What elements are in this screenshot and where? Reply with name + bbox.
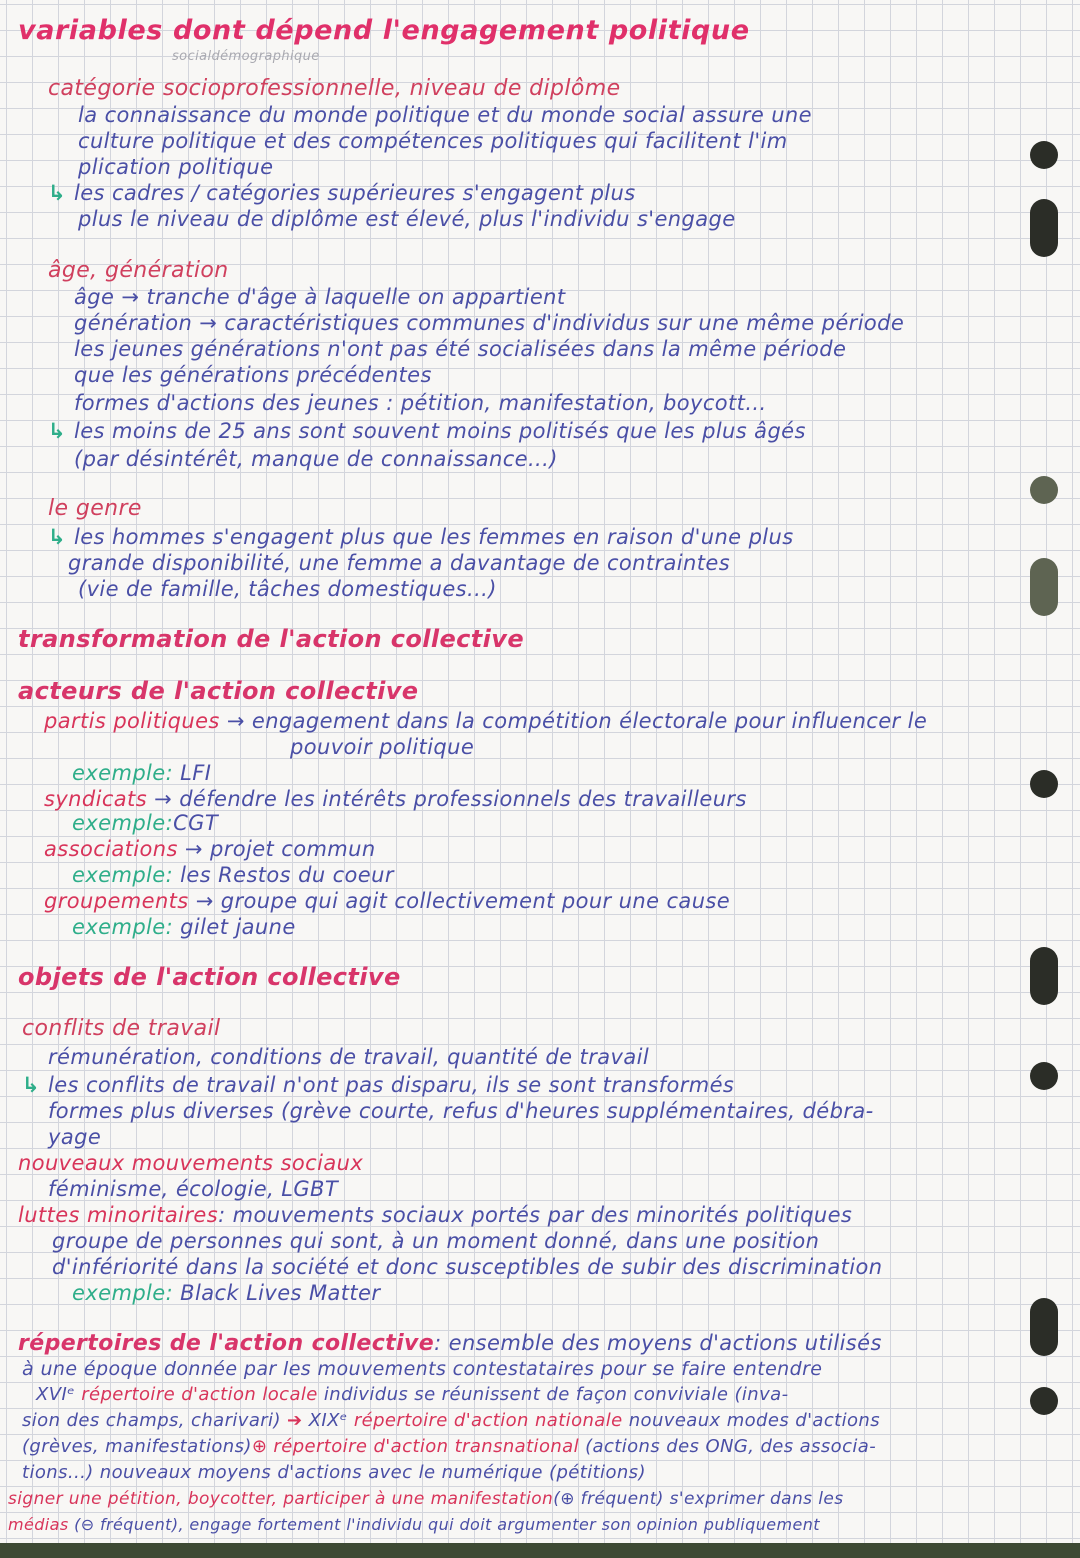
text-line: les jeunes générations n'ont pas été socialisées dans la même période: [74, 337, 847, 361]
text-line: féminisme, écologie, LGBT: [48, 1177, 339, 1201]
section-heading-transformation: transformation de l'action collective: [18, 625, 525, 653]
section-heading-csp: catégorie socioprofessionnelle, niveau de diplôme: [48, 76, 621, 101]
section-heading-age: âge, génération: [48, 258, 229, 283]
example-line: exemple:CGT: [72, 811, 219, 835]
acteur-item-syndicats: syndicats → défendre les intérêts professionnels des travailleurs: [44, 787, 747, 811]
subheading-conflits: conflits de travail: [22, 1016, 221, 1041]
text-line: que les générations précédentes: [74, 363, 432, 387]
section-heading-genre: le genre: [48, 496, 142, 521]
text-line: la connaissance du monde politique et du monde social assure une: [78, 103, 812, 127]
section-heading-acteurs: acteurs de l'action collective: [18, 677, 419, 705]
plus-circle-icon: ⊕: [251, 1436, 268, 1457]
text-line: à une époque donnée par les mouvements contestataires pour se faire entendre: [22, 1358, 823, 1380]
bullet-arrow-icon: ↳: [48, 419, 66, 443]
text-line: génération → caractéristiques communes d'individus sur une même période: [74, 311, 905, 335]
text-line: pouvoir politique: [290, 735, 475, 759]
example-line: exemple: les Restos du coeur: [72, 863, 394, 887]
example-line: exemple: LFI: [72, 761, 212, 785]
text-line: tions...) nouveaux moyens d'actions avec le numérique (pétitions): [22, 1462, 646, 1483]
binder-hole: [1030, 558, 1058, 616]
acteur-item-groupements: groupements → groupe qui agit collectivement pour une cause: [44, 889, 731, 913]
text-line: rémunération, conditions de travail, quantité de travail: [48, 1045, 650, 1069]
example-line: exemple: Black Lives Matter: [72, 1281, 381, 1305]
binder-hole: [1030, 947, 1058, 1005]
text-line: grande disponibilité, une femme a davantage de contraintes: [68, 551, 731, 575]
text-line: groupe de personnes qui sont, à un moment donné, dans une position: [52, 1229, 820, 1253]
section-heading-objets: objets de l'action collective: [18, 963, 401, 991]
repertoire-line: XVIᵉ répertoire d'action locale individus se réunissent de façon conviviale (inva-: [36, 1384, 789, 1405]
acteur-item-associations: associations → projet commun: [44, 837, 376, 861]
text-line: d'infériorité dans la société et donc susceptibles de subir des discrimination: [52, 1255, 883, 1279]
repertoire-line: médias (⊖ fréquent), engage fortement l'individu qui doit argumenter son opinion publiquement: [8, 1515, 820, 1534]
binder-hole: [1030, 770, 1058, 798]
bullet-arrow-icon: ↳: [48, 181, 66, 205]
text-line: formes plus diverses (grève courte, refus d'heures supplémentaires, débra-: [48, 1099, 874, 1123]
title-annotation: socialdémographique: [172, 49, 320, 64]
binder-hole: [1030, 141, 1058, 169]
binder-hole: [1030, 1387, 1058, 1415]
binder-hole: [1030, 199, 1058, 257]
text-line: culture politique et des compétences politiques qui facilitent l'im: [78, 129, 788, 153]
binder-hole: [1030, 476, 1058, 504]
acteur-item-partis: partis politiques → engagement dans la compétition électorale pour influencer le: [44, 709, 928, 733]
repertoire-line: signer une pétition, boycotter, participer à une manifestation(⊕ fréquent) s'exprimer dans les: [8, 1489, 844, 1509]
text-line: (par désintérêt, manque de connaissance...): [74, 447, 558, 471]
bullet-line: ↳ les hommes s'engagent plus que les femmes en raison d'une plus: [48, 525, 794, 549]
binder-hole: [1030, 1298, 1058, 1356]
bullet-line: ↳ les moins de 25 ans sont souvent moins politisés que les plus âgés: [48, 419, 806, 443]
repertoires-line: répertoires de l'action collective: ensemble des moyens d'actions utilisés: [18, 1331, 882, 1356]
luttes-line: luttes minoritaires: mouvements sociaux portés par des minorités politiques: [18, 1203, 853, 1227]
repertoire-line: (grèves, manifestations)⊕ répertoire d'action transnational (actions des ONG, des associa-: [22, 1436, 877, 1457]
text-line: âge → tranche d'âge à laquelle on appartient: [74, 285, 566, 309]
bullet-line: ↳ les cadres / catégories supérieures s'engagent plus: [48, 181, 636, 205]
text-line: (vie de famille, tâches domestiques...): [78, 577, 497, 601]
subheading-nms: nouveaux mouvements sociaux: [18, 1151, 364, 1175]
bullet-line: ↳ les conflits de travail n'ont pas disparu, ils se sont transformés: [22, 1073, 735, 1097]
text-line: formes d'actions des jeunes : pétition, manifestation, boycott...: [74, 391, 767, 415]
text-line: plication politique: [78, 155, 274, 179]
binder-hole: [1030, 1062, 1058, 1090]
bullet-arrow-icon: ↳: [22, 1073, 40, 1097]
text-line: yage: [48, 1125, 102, 1149]
arrow-right-icon: ➔: [287, 1410, 303, 1431]
page-title: variables dont dépend l'engagement politique: [18, 15, 750, 46]
text-line: plus le niveau de diplôme est élevé, plus l'individu s'engage: [78, 207, 736, 231]
bullet-arrow-icon: ↳: [48, 525, 66, 549]
repertoire-line: sion des champs, charivari) ➔ XIXᵉ répertoire d'action nationale nouveaux modes d'actions: [22, 1410, 881, 1431]
example-line: exemple: gilet jaune: [72, 915, 296, 939]
